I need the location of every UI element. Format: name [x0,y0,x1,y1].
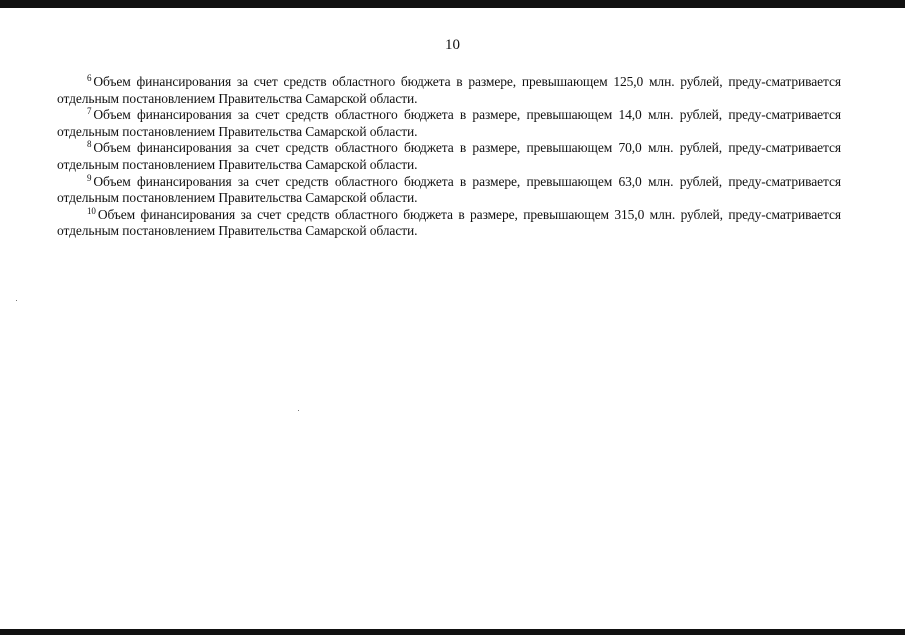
footnote-mark: 7 [87,106,92,117]
footnote-text: Объем финансирования за счет средств областного бюджета в размере, превышающем 125,0 млн. рублей, преду-сматривается отдельным постановлением Правительства Самарской области. [57,74,841,106]
footnote-text: Объем финансирования за счет средств областного бюджета в размере, превышающем 315,0 млн. рублей, преду-сматривается отдельным постановлением Правительства Самарской области. [57,206,841,239]
footnote-mark: 9 [87,172,92,183]
page-number: 10 [445,37,460,53]
footnote-6 [57,74,841,107]
footnote-text: Объем финансирования за счет средств областного бюджета в размере, превышающем 14,0 млн. рублей, преду-сматривается отдельным постановлением Правительства Самарской области. [57,107,841,139]
scan-speck [16,300,17,301]
footnote-mark: 8 [87,139,92,150]
bottom-border-rule [0,629,905,635]
footnote-text: Объем финансирования за счет средств областного бюджета в размере, превышающем 70,0 млн. рублей, преду-сматривается отдельным постановлением Правительства Самарской области. [57,140,841,172]
footnote-mark: 10 [87,205,96,216]
footnote-8 [57,140,841,173]
top-border-rule [0,0,905,8]
footnote-7 [57,107,841,140]
footnote-10 [57,207,841,240]
footnote-mark: 6 [87,73,92,83]
footnote-text: Объем финансирования за счет средств областного бюджета в размере, превышающем 63,0 млн. рублей, преду-сматривается отдельным постановлением Правительства Самарской области. [57,173,841,206]
scan-speck [298,410,299,411]
footnote-9 [57,174,841,207]
footnotes-block [57,74,841,240]
